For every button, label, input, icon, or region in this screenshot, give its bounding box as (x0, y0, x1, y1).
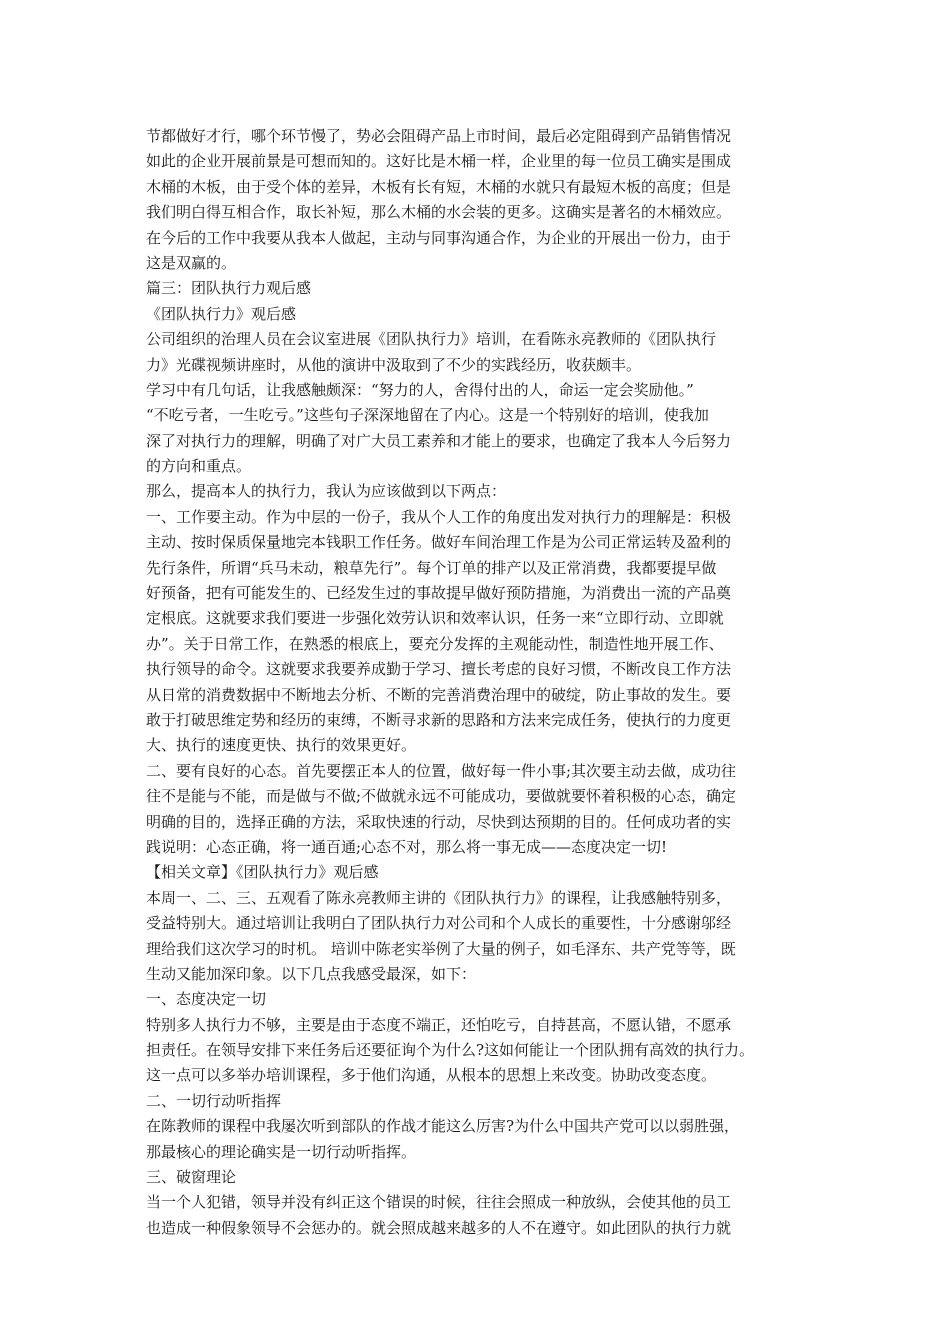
text-line: 理给我们这次学习的时机。 培训中陈老实举例了大量的例子，如毛泽东、共产党等等，既 (146, 939, 736, 958)
text-line: 三、破窗理论 (146, 1168, 237, 1187)
text-line: 如此的企业开展前景是可想而知的。这好比是木桶一样，企业里的每一位员工确实是围成 (146, 152, 732, 171)
text-line: 受益特别大。通过培训让我明白了团队执行力对公司和个人成长的重要性，十分感谢邬经 (146, 914, 732, 933)
text-line: 木桶的木板，由于受个体的差异，木板有长有短，木桶的水就只有最短木板的高度；但是 (146, 177, 732, 196)
text-line: 《团队执行力》观后感 (146, 304, 297, 323)
text-line: 深了对执行力的理解，明确了对广大员工素养和才能上的要求，也确定了我本人今后努力 (146, 431, 732, 450)
text-line: 大、执行的速度更快、执行的效果更好。 (146, 736, 417, 755)
text-line: 【相关文章】《团队执行力》观后感 (146, 863, 379, 882)
text-line: 敢于打破思维定势和经历的束缚，不断寻求新的思路和方法来完成任务，使执行的力度更 (146, 710, 732, 729)
text-line: 那么，提高本人的执行力，我认为应该做到以下两点： (146, 482, 507, 501)
text-line: 也造成一种假象领导不会惩办的。就会照成越来越多的人不在遵守。如此团队的执行力就 (146, 1218, 732, 1237)
text-line: 担责任。在领导安排下来任务后还要征询个为什么?这如何能让一个团队拥有高效的执行力。 (146, 1041, 755, 1060)
text-line: 定根底。这就要求我们要进一步强化效劳认识和效率认识，任务一来“立即行动、立即就 (146, 609, 724, 628)
text-line: 公司组织的治理人员在会议室进展《团队执行力》培训，在看陈永亮教师的《团队执行 (146, 330, 717, 349)
text-line: 我们明白得互相合作，取长补短，那么木桶的水会装的更多。这确实是著名的木桶效应。 (146, 203, 732, 222)
text-line: 一、工作要主动。作为中层的一份子，我从个人工作的角度出发对执行力的理解是：积极 (146, 507, 732, 526)
text-line: 本周一、二、三、五观看了陈永亮教师主讲的《团队执行力》的课程，让我感触特别多， (146, 888, 732, 907)
text-line: 那最核心的理论确实是一切行动听指挥。 (146, 1142, 417, 1161)
text-line: 践说明：心态正确，将一通百通;心态不对，那么将一事无成——态度决定一切! (146, 837, 668, 856)
text-line: 这是双赢的。 (146, 253, 237, 272)
text-line: 力》光碟视频讲座时，从他的演讲中汲取到了不少的实践经历，收获颇丰。 (146, 355, 642, 374)
text-line: “不吃亏者，一生吃亏。”这些句子深深地留在了内心。这是一个特别好的培训，使我加 (146, 406, 709, 425)
text-line: 主动、按时保质保量地完本钱职工作任务。做好车间治理工作是为公司正常运转及盈利的 (146, 533, 732, 552)
text-line: 二、要有良好的心态。首先要摆正本人的位置，做好每一件小事;其次要主动去做，成功往 (146, 761, 737, 780)
text-line: 这一点可以多举办培训课程，多于他们沟通，从根本的思想上来改变。协助改变态度。 (146, 1066, 717, 1085)
text-line: 特别多人执行力不够，主要是由于态度不端正，还怕吃亏，自持甚高，不愿认错，不愿承 (146, 1015, 732, 1034)
text-line: 往不是能与不能，而是做与不做;不做就永远不可能成功，要做就要怀着积极的心态，确定 (146, 787, 737, 806)
text-line: 节都做好才行，哪个环节慢了，势必会阻碍产品上市时间，最后必定阻碍到产品销售情况 (146, 127, 732, 145)
text-line: 学习中有几句话，让我感触颇深：“努力的人，舍得付出的人，命运一定会奖励他。” (146, 380, 694, 399)
text-line: 在陈教师的课程中我屡次听到部队的作战才能这么厉害?为什么中国共产党可以以弱胜强， (146, 1117, 740, 1136)
text-line: 二、一切行动听指挥 (146, 1091, 282, 1110)
text-line: 先行条件，所谓“兵马未动，粮草先行”。每个订单的排产以及正常消费，我都要提早做 (146, 558, 717, 577)
text-line: 从日常的消费数据中不断地去分析、不断的完善消费治理中的破绽，防止事故的发生。要 (146, 685, 732, 704)
text-line: 好预备，把有可能发生的、已经发生过的事故提早做好预防措施，为消费出一流的产品奠 (146, 584, 732, 603)
text-line: 明确的目的，选择正确的方法，采取快速的行动，尽快到达预期的目的。任何成功者的实 (146, 812, 732, 831)
document-body (146, 124, 810, 1241)
text-line: 当一个人犯错，领导并没有纠正这个错误的时候，往往会照成一种放纵，会使其他的员工 (146, 1193, 732, 1212)
text-line: 办”。关于日常工作，在熟悉的根底上，要充分发挥的主观能动性，制造性地开展工作、 (146, 634, 724, 653)
text-line: 在今后的工作中我要从我本人做起，主动与同事沟通合作，为企业的开展出一份力，由于 (146, 228, 732, 247)
text-line: 篇三：团队执行力观后感 (146, 279, 312, 298)
text-line: 生动又能加深印象。以下几点我感受最深，如下： (146, 964, 477, 983)
text-line: 一、态度决定一切 (146, 990, 267, 1009)
text-line: 执行领导的命令。这就要求我要养成勤于学习、擅长考虑的良好习惯，不断改良工作方法 (146, 660, 732, 679)
text-line: 的方向和重点。 (146, 457, 252, 476)
